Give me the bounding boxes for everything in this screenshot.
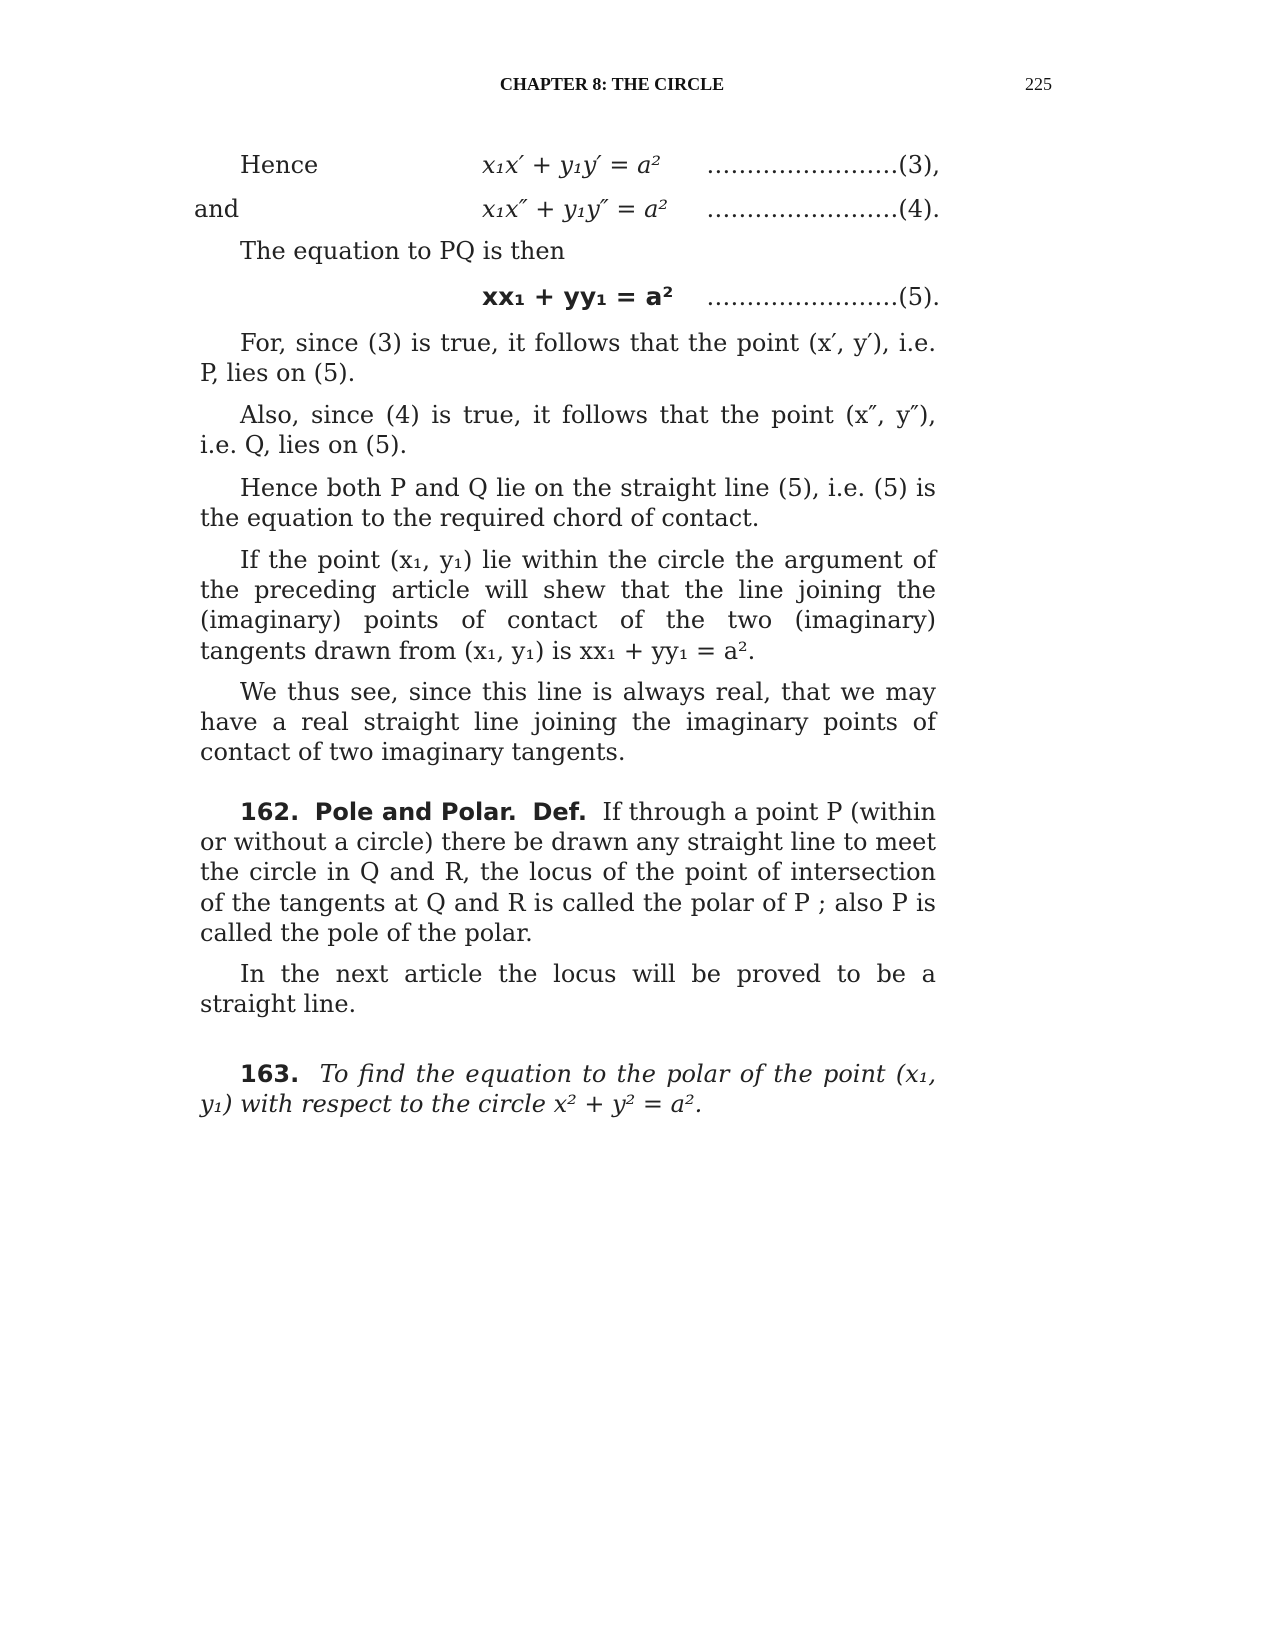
equation-number: ……………………(4). <box>706 195 940 223</box>
section-text: If through a point P (within or without a circle) there be drawn any straight line to meet the circle in Q and R, the locus of the point of intersection of the tangents at Q and R is called the polar of P ; also P is called the pole of the polar. <box>200 798 936 947</box>
equation-body: x₁x′ + y₁y′ = a² <box>482 151 661 179</box>
equation-number: ……………………(3), <box>706 151 940 179</box>
paragraph-chord-of-contact: Hence both P and Q lie on the straight line (5), i.e. (5) is the equation to the required chord of contact. <box>200 474 936 533</box>
section-title: Pole and Polar. <box>314 798 517 826</box>
definition-label: Def. <box>532 798 587 826</box>
pq-intro: The equation to PQ is then <box>240 237 566 265</box>
equation-4 <box>194 194 940 224</box>
page-number: 225 <box>1025 74 1052 94</box>
section-number: 163. <box>240 1060 300 1088</box>
paragraph-point-q: Also, since (4) is true, it follows that the point (x″, y″), i.e. Q, lies on (5). <box>200 401 936 460</box>
equation-body: xx₁ + yy₁ = a² <box>482 282 674 311</box>
equation-5 <box>200 282 940 312</box>
equation-body: x₁x″ + y₁y″ = a² <box>482 195 669 223</box>
equation-3 <box>200 150 940 180</box>
running-header: CHAPTER 8: THE CIRCLE <box>499 74 725 94</box>
section-text: To find the equation to the polar of the point (x₁, y₁) with respect to the circle x² + y² = a². <box>200 1060 936 1119</box>
paragraph-point-p: For, since (3) is true, it follows that the point (x′, y′), i.e. P, lies on (5). <box>200 329 936 388</box>
section-number: 162. <box>240 798 300 826</box>
paragraph-next-article: In the next article the locus will be proved to be a straight line. <box>200 960 936 1019</box>
equation-label: Hence <box>240 151 319 179</box>
section-163 <box>200 1059 936 1119</box>
section-162 <box>200 797 936 948</box>
equation-number: ……………………(5). <box>706 283 940 311</box>
equation-label: and <box>194 195 240 223</box>
paragraph-imaginary-points: If the point (x₁, y₁) lie within the circle the argument of the preceding article will shew that the line joining the (imaginary) points of contact of the two (imaginary) tangents drawn from (x₁, y₁) is xx₁ + yy₁ = a². <box>200 546 936 665</box>
paragraph-real-line: We thus see, since this line is always real, that we may have a real straight line joining the imaginary points of contact of two imaginary tangents. <box>200 678 936 767</box>
